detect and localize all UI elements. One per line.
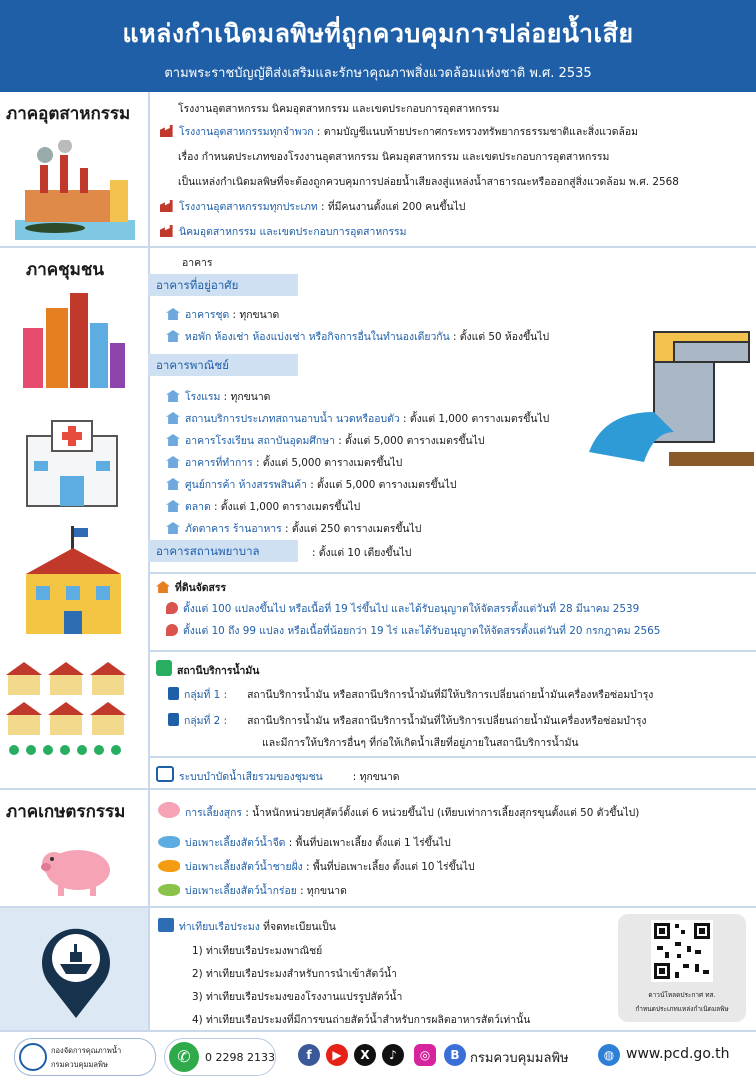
agriculture-content: [152, 790, 756, 906]
hospital-illustration: [22, 416, 122, 511]
youtube-icon[interactable]: ▶: [326, 1044, 348, 1066]
port-section: [0, 908, 756, 1030]
res-item-2: หอพัก ห้องเช่า ห้องแบ่งเช่า หรือกิจการอื่นในทำนองเดียวกัน : ตั้งแต่ 50 ห้องขึ้นไป: [166, 328, 549, 345]
ship-icon: [158, 918, 174, 932]
com-item-5: ศูนย์การค้า ห้างสรรพสินค้า : ตั้งแต่ 5,000 ตารางเมตรขึ้นไป: [166, 476, 457, 493]
building-icon: [166, 478, 180, 490]
qr-caption-1: ดาวน์โหลดประกาศ ทส.: [648, 991, 716, 999]
org-name-1: กองจัดการคุณภาพน้ำ: [51, 1046, 122, 1055]
x-icon[interactable]: X: [354, 1044, 376, 1066]
houses-illustration: [6, 660, 141, 760]
page-subtitle: ตามพระราชบัญญัติส่งเสริมและรักษาคุณภาพสิ่งแวดล้อมแห่งชาติ พ.ศ. 2535: [164, 66, 592, 81]
land-item-2: ตั้งแต่ 10 ถึง 99 แปลง หรือเนื้อที่น้อยกว่า 19 ไร่ และได้รับอนุญาตให้จัดสรรตั้งแต่วันที่ 20 กรกฎาคม 2565: [166, 622, 660, 639]
com-item-1: โรงแรม : ทุกขนาด: [166, 388, 270, 405]
globe-icon[interactable]: ◍: [598, 1044, 620, 1066]
industry-line-1: โรงงานอุตสาหกรรม นิคมอุตสาหกรรม และเขตประกอบการอุตสาหกรรม: [178, 103, 500, 115]
org-badge: [14, 1038, 156, 1076]
website-link[interactable]: www.pcd.go.th: [626, 1046, 730, 1062]
building-heading: อาคาร: [182, 257, 213, 269]
fuel-pump-icon: [168, 713, 179, 726]
phone-badge[interactable]: [164, 1038, 276, 1076]
fuel-group-2-cont: และมีการให้บริการอื่นๆ ที่ก่อให้เกิดน้ำเสียที่อยู่ภายในสถานีบริการน้ำมัน: [262, 737, 579, 749]
fish-icon: [158, 884, 180, 896]
phone-icon: ✆: [169, 1042, 199, 1072]
building-icon: [166, 434, 180, 446]
qr-card[interactable]: [618, 914, 746, 1022]
fuel-pump-icon: [168, 687, 179, 700]
port-item-3: 3) ท่าเทียบเรือประมงของโรงงานแปรรูปสัตว์น้ำ: [192, 991, 403, 1003]
hospital-value: : ตั้งแต่ 10 เตียงขึ้นไป: [312, 547, 412, 559]
agriculture-section: [0, 790, 756, 908]
tiktok-icon[interactable]: ♪: [382, 1044, 404, 1066]
port-item-4: 4) ท่าเทียบเรือประมงที่มีการขนถ่ายสัตว์น้ำสำหรับการผลิตอาหารสัตว์เท่านั้น: [192, 1014, 531, 1026]
commercial-label: อาคารพาณิชย์: [148, 354, 298, 376]
instagram-icon[interactable]: ◎: [414, 1044, 436, 1066]
qr-caption-2: กำหนดประเภทแหล่งกำเนิดมลพิษ: [635, 1005, 729, 1013]
industry-line-2: โรงงานอุตสาหกรรมทุกจำพวก : ตามบัญชีแนบท้ายประกาศกระทรวงทรัพยากรธรรมชาติและสิ่งแวดล้อม: [160, 123, 638, 140]
org-logo-icon: [19, 1043, 47, 1071]
port-icon: [36, 920, 116, 1020]
land-item-1: ตั้งแต่ 100 แปลงขึ้นไป หรือเนื้อที่ 19 ไร่ขึ้นไป และได้รับอนุญาตให้จัดสรรตั้งแต่วันที่ 28 มีนาคม 2539: [166, 600, 639, 617]
blockdit-icon[interactable]: B: [444, 1044, 466, 1066]
pipe-wastewater-illustration: [584, 322, 754, 482]
com-item-3: อาคารโรงเรียน สถาบันอุดมศึกษา : ตั้งแต่ 5,000 ตารางเมตรขึ้นไป: [166, 432, 484, 449]
industry-content: [152, 92, 756, 246]
dept-name[interactable]: กรมควบคุมมลพิษ: [470, 1051, 569, 1066]
footer: [0, 1030, 756, 1080]
industry-sidebar: [0, 92, 150, 246]
industry-section: [0, 92, 756, 248]
agri-pig: การเลี้ยงสุกร : น้ำหนักหน่วยปศุสัตว์ตั้งแต่ 6 หน่วยขึ้นไป (เทียบเท่าการเลี้ยงสุกรขุนตั้งแต่ 50 ตัวขึ้นไป): [158, 802, 639, 821]
agri-brackish: บ่อเพาะเลี้ยงสัตว์น้ำกร่อย : ทุกขนาด: [158, 882, 347, 899]
community-sidebar: [0, 248, 150, 788]
fuel-group-2: กลุ่มที่ 2 : สถานีบริการน้ำมัน หรือสถานีบริการน้ำมันที่ให้บริการเปลี่ยนถ่ายน้ำมันเครื่องหรือซ่อมบำรุง: [168, 712, 647, 729]
location-pin-icon: [166, 602, 178, 614]
house-icon: [156, 581, 170, 593]
fish-icon: [158, 836, 180, 848]
fish-icon: [158, 860, 180, 872]
treatment-system-block: [150, 756, 756, 788]
agriculture-sidebar: [0, 790, 150, 906]
fuel-station-block: [150, 650, 756, 756]
industry-title: ภาคอุตสาหกรรม: [6, 104, 131, 124]
port-title: ท่าเทียบเรือประมง ที่จดทะเบียนเป็น: [158, 918, 336, 935]
land-title: ที่ดินจัดสรร: [156, 579, 226, 596]
pig-illustration: [38, 838, 118, 898]
fuel-station-icon: [156, 660, 172, 676]
land-allocation-block: [150, 572, 756, 637]
hospital-label: อาคารสถานพยาบาล: [148, 540, 298, 562]
industry-line-3: เรื่อง กำหนดประเภทของโรงงานอุตสาหกรรม นิคมอุตสาหกรรม และเขตประกอบการอุตสาหกรรม: [178, 151, 610, 163]
building-icon: [166, 390, 180, 402]
fuel-title: สถานีบริการน้ำมัน: [156, 660, 259, 679]
treatment-plant-icon: [156, 766, 174, 782]
factory-icon: [160, 200, 174, 212]
com-item-4: อาคารที่ทำการ : ตั้งแต่ 5,000 ตารางเมตรขึ้นไป: [166, 454, 402, 471]
qr-code-icon[interactable]: [651, 920, 713, 982]
header-banner: [0, 0, 756, 92]
facebook-icon[interactable]: f: [298, 1044, 320, 1066]
factory-illustration: [15, 140, 135, 240]
port-item-2: 2) ท่าเทียบเรือประมงสำหรับการนำเข้าสัตว์น้ำ: [192, 968, 397, 980]
org-name-2: กรมควบคุมมลพิษ: [51, 1060, 108, 1069]
port-content: [152, 908, 756, 1030]
building-icon: [166, 456, 180, 468]
building-icon: [166, 522, 180, 534]
phone-number: 0 2298 2133: [205, 1051, 275, 1064]
res-item-1: อาคารชุด : ทุกขนาด: [166, 306, 279, 323]
industry-line-6: นิคมอุตสาหกรรม และเขตประกอบการอุตสาหกรรม: [160, 223, 406, 240]
school-illustration: [16, 526, 131, 636]
agri-freshwater: บ่อเพาะเลี้ยงสัตว์น้ำจืด : พื้นที่บ่อเพาะเลี้ยง ตั้งแต่ 1 ไร่ขึ้นไป: [158, 834, 451, 851]
building-icon: [166, 330, 180, 342]
agri-coastal: บ่อเพาะเลี้ยงสัตว์น้ำชายฝั่ง : พื้นที่บ่อเพาะเลี้ยง ตั้งแต่ 10 ไร่ขึ้นไป: [158, 858, 475, 875]
agriculture-title: ภาคเกษตรกรรม: [6, 802, 126, 822]
community-title: ภาคชุมชน: [26, 260, 105, 280]
port-item-1: 1) ท่าเทียบเรือประมงพาณิชย์: [192, 945, 323, 957]
treatment-system-line: ระบบบำบัดน้ำเสียรวมของชุมชน : ทุกขนาด: [156, 766, 400, 785]
community-section: [0, 248, 756, 790]
building-icon: [166, 308, 180, 320]
residential-label: อาคารที่อยู่อาศัย: [148, 274, 298, 296]
page-title: แหล่งกำเนิดมลพิษที่ถูกควบคุมการปล่อยน้ำเสีย: [122, 19, 634, 48]
factory-icon: [160, 225, 174, 237]
com-item-7: ภัตตาคาร ร้านอาหาร : ตั้งแต่ 250 ตารางเมตรขึ้นไป: [166, 520, 421, 537]
building-icon: [166, 412, 180, 424]
com-item-2: สถานบริการประเภทสถานอาบน้ำ นวดหรืออบตัว : ตั้งแต่ 1,000 ตารางเมตรขึ้นไป: [166, 410, 549, 427]
location-pin-icon: [166, 624, 178, 636]
port-sidebar: [0, 908, 150, 1030]
industry-line-4: เป็นแหล่งกำเนิดมลพิษที่จะต้องถูกควบคุมการปล่อยน้ำเสียลงสู่แหล่งน้ำสาธารณะหรือออกสู่สิ่งแวดล้อม พ.ศ. 2568: [178, 176, 679, 188]
factory-icon: [160, 125, 174, 137]
pig-icon: [158, 802, 180, 818]
building-icon: [166, 500, 180, 512]
fuel-group-1: กลุ่มที่ 1 : สถานีบริการน้ำมัน หรือสถานีบริการน้ำมันที่มีให้บริการเปลี่ยนถ่ายน้ำมันเครื่องหรือซ่อมบำรุง: [168, 686, 653, 703]
com-item-6: ตลาด : ตั้งแต่ 1,000 ตารางเมตรขึ้นไป: [166, 498, 360, 515]
industry-line-5: โรงงานอุตสาหกรรมทุกประเภท : ที่มีคนงานตั้งแต่ 200 คนขึ้นไป: [160, 198, 465, 215]
city-illustration: [18, 288, 128, 388]
